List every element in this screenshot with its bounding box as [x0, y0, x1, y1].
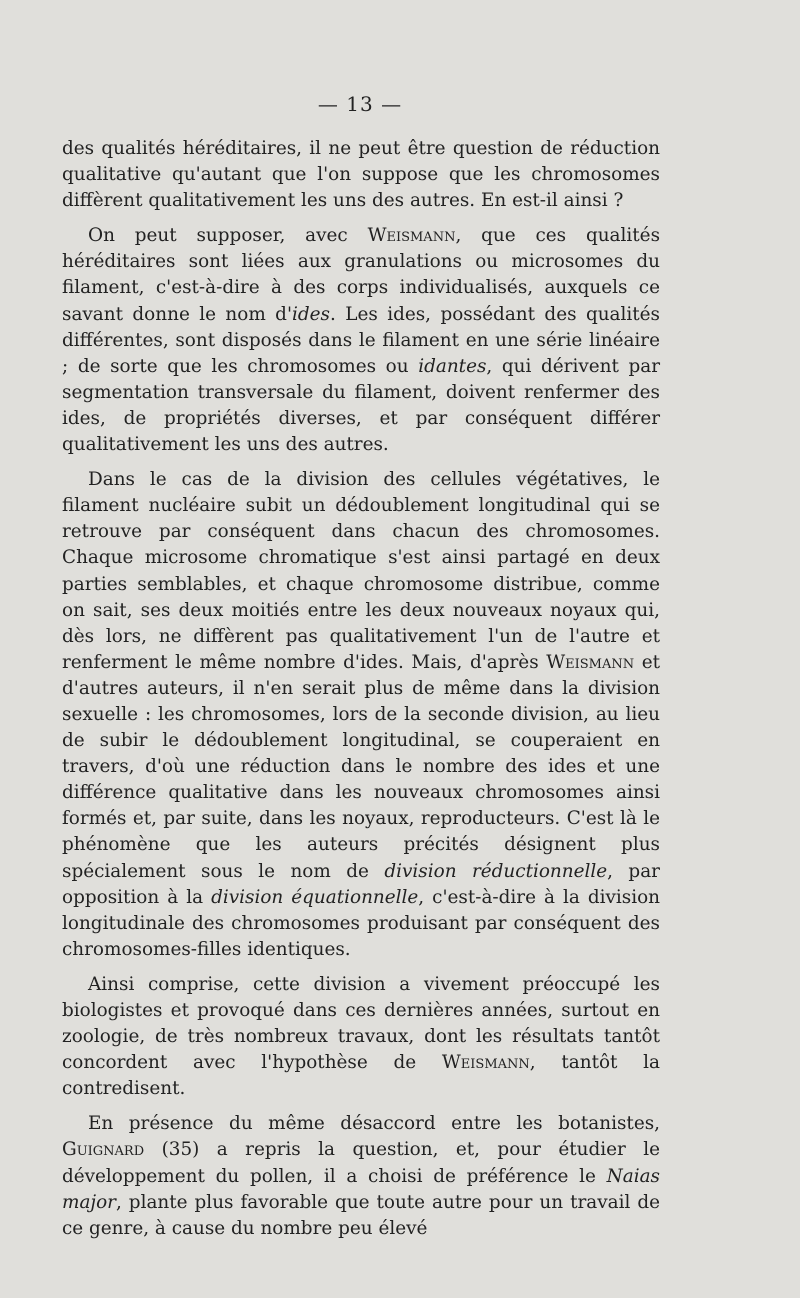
text-span: , qui dérivent par segmentation transversale du filament, doivent renfermer des ides, de propriétés diverses, et par conséquent différer qualitativement les uns des autres.	[62, 355, 660, 456]
text-span: , tantôt la contredisent.	[62, 1052, 661, 1100]
italic-term-division-reductionnelle: division réductionnelle	[384, 860, 608, 882]
text-span: des qualités héréditaires, il ne peut être question de réduction qualitative qu'autant que l'on suppose que les chromosomes diffèrent qualitativement les uns des autres. En est-il ainsi ?	[62, 138, 660, 212]
text-span: Dans le cas de la division des cellules végétatives, le filament nucléaire subit un dédoublement longitudinal qui se retrouve par conséquent dans chacun des chromosomes. Chaque microsome chromatique s'est ainsi partagé en deux parties semblables, et chaque chromosome distribue, comme on sait, ses deux moitiés entre les deux nouveaux noyaux qui, dès lors, ne diffèrent pas qualitativement l'un de l'autre et renferment le même nombre d'ides. Mais, d'après	[62, 469, 660, 673]
author-name-weismann: Weismann	[546, 651, 635, 673]
italic-term-naias-major: Naias major	[62, 1165, 660, 1213]
text-span: et d'autres auteurs, il n'en serait plus de même dans la division sexuelle : les chromosomes, lors de la seconde division, au lieu de subir le dédoublement longitudinal, se couperaient en travers, d'où une réduction dans le nombre des ides et une différence qualitative dans les nouveaux chromosomes ainsi formés et, par suite, dans les noyaux, reproducteurs. C'est là le phénomène que les auteurs précités désignent plus spécialement sous le nom de	[62, 651, 660, 882]
author-name-weismann: Weismann	[441, 1052, 530, 1074]
text-span: (35) a repris la question, et, pour étudier le développement du pollen, il a choisi de préférence le	[62, 1139, 660, 1187]
body-text	[62, 136, 660, 1251]
paragraph-4	[62, 972, 660, 1102]
author-name-weismann: Weismann	[367, 225, 456, 247]
italic-term-ides: ides	[292, 303, 330, 325]
paragraph-3	[62, 467, 660, 963]
page-number: — 13 —	[317, 92, 403, 116]
text-span: , que ces qualités héréditaires sont liées aux granulations ou microsomes du filament, c'est-à-dire à des corps individualisés, auxquels ce savant donne le nom d'	[62, 225, 661, 325]
text-span: , c'est-à-dire à la division longitudinale des chromosomes produisant par conséquent des chromosomes-filles identiques.	[62, 886, 660, 960]
paragraph-1	[62, 136, 660, 214]
text-span: En présence du même désaccord entre les botanistes,	[88, 1113, 660, 1135]
text-span: . Les ides, possédant des qualités différentes, sont disposés dans le filament en une série linéaire ; de sorte que les chromosomes ou	[62, 303, 660, 377]
paragraph-2	[62, 223, 660, 458]
text-span: , par opposition à la	[62, 860, 660, 908]
text-span: , plante plus favorable que toute autre pour un travail de ce genre, à cause du nombre peu élevé	[62, 1191, 660, 1239]
author-name-guignard: Guignard	[62, 1139, 145, 1161]
italic-term-idantes: idantes	[418, 355, 487, 377]
paragraph-5	[62, 1111, 660, 1241]
text-span: Ainsi comprise, cette division a vivement préoccupé les biologistes et provoqué dans ces dernières années, surtout en zoologie, de très nombreux travaux, dont les résultats tantôt concordent avec l'hypothèse de	[62, 973, 660, 1074]
text-span: On peut supposer, avec	[88, 225, 368, 247]
italic-term-division-equationnelle: division équationnelle	[211, 886, 419, 908]
